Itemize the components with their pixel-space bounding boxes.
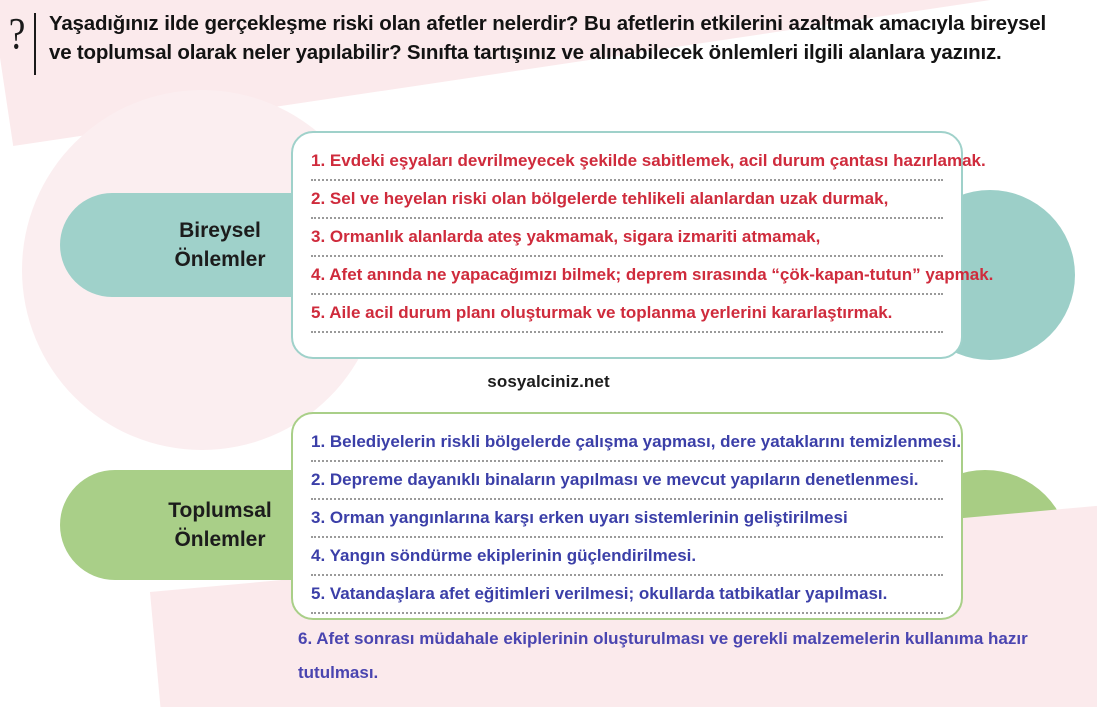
answer-item[interactable]: 1. Belediyelerin riskli bölgelerde çalışma yapması, dere yataklarını temizlenmesi. bbox=[311, 424, 943, 462]
category-pill-toplumsal-label-line1: Toplumsal bbox=[168, 499, 272, 522]
answer-item[interactable]: 2. Depreme dayanıklı binaların yapılması ve mevcut yapıların denetlenmesi. bbox=[311, 462, 943, 500]
answer-list-toplumsal bbox=[311, 424, 962, 614]
answer-item[interactable]: 4. Afet anında ne yapacağımızı bilmek; deprem sırasında “çök-kapan-tutun” yapmak. bbox=[311, 257, 943, 295]
answer-item-overflow[interactable]: 6. Afet sonrası müdahale ekiplerinin oluşturulması ve gerekli malzemelerin kullanıma hazır tutulması. bbox=[298, 629, 1028, 682]
answer-item[interactable]: 5. Aile acil durum planı oluşturmak ve toplanma yerlerini kararlaştırmak. bbox=[311, 295, 943, 333]
category-pill-bireysel-label-line2: Önlemler bbox=[174, 248, 266, 271]
category-pill-toplumsal-label-line2: Önlemler bbox=[174, 528, 266, 551]
category-pill-toplumsal-label bbox=[168, 496, 271, 554]
question-mark-icon: ? bbox=[8, 9, 26, 58]
question-header bbox=[0, 0, 1097, 75]
question-text: Yaşadığınız ilde gerçekleşme riski olan afetler nelerdir? Bu afetlerin etkilerini azaltmak amacıyla bireysel ve toplumsal olarak neler yapılabilir? Sınıfta tartışınız ve alınabilecek önlemleri ilgili alanlara yazınız. bbox=[49, 12, 1046, 64]
category-pill-bireysel-label-line1: Bireysel bbox=[179, 219, 261, 242]
answer-card-toplumsal bbox=[291, 412, 963, 620]
answer-item[interactable]: 5. Vatandaşlara afet eğitimleri verilmesi; okullarda tatbikatlar yapılması. bbox=[311, 576, 943, 614]
answer-item[interactable]: 4. Yangın söndürme ekiplerinin güçlendirilmesi. bbox=[311, 538, 943, 576]
site-watermark: sosyalciniz.net bbox=[487, 372, 610, 391]
answer-list-bireysel bbox=[311, 143, 994, 333]
answer-item[interactable]: 3. Ormanlık alanlarda ateş yakmamak, sigara izmariti atmamak, bbox=[311, 219, 943, 257]
answer-item[interactable]: 3. Orman yangınlarına karşı erken uyarı sistemlerinin geliştirilmesi bbox=[311, 500, 943, 538]
answer-card-bireysel bbox=[291, 131, 994, 359]
answer-item[interactable]: 2. Sel ve heyelan riski olan bölgelerde tehlikeli alanlardan uzak durmak, bbox=[311, 181, 943, 219]
category-pill-bireysel-label bbox=[174, 216, 265, 274]
answer-item[interactable]: 1. Evdeki eşyaları devrilmeyecek şekilde sabitlemek, acil durum çantası hazırlamak. bbox=[311, 143, 943, 181]
